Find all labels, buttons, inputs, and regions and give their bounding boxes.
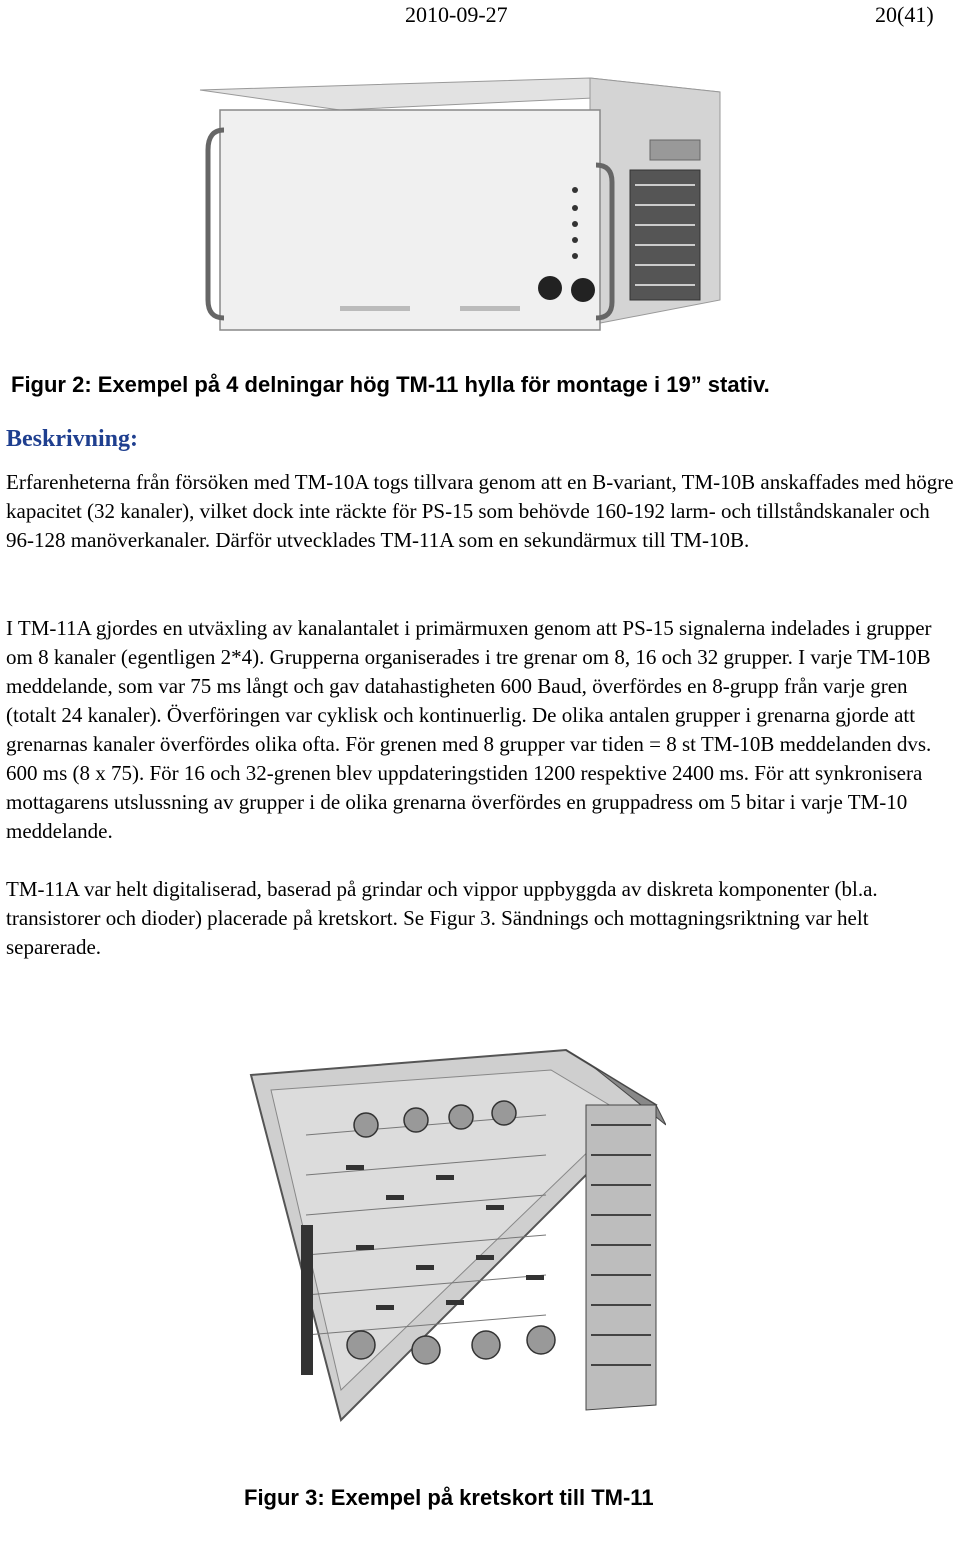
circuit-board-photo (246, 1045, 666, 1425)
paragraph: Erfarenheterna från försöken med TM-10A togs tillvara genom att en B-variant, TM-10B anskaffades med högre kapacitet (32 kanaler), vilket dock inte räckte för PS-15 som behövde 160-192 larm- och tillståndskanaler och 96-128 manöverkanaler. Därför utvecklades TM-11A som en sekundärmux till TM-10B. (6, 470, 954, 552)
rack-shelf-photo (190, 70, 735, 340)
figure-caption: Figur 2: Exempel på 4 delningar hög TM-11 hylla för montage i 19” stativ. (11, 372, 770, 397)
section-heading: Beskrivning: (6, 426, 139, 452)
header-page-number: 20(41) (875, 2, 934, 27)
figure-caption: Figur 3: Exempel på kretskort till TM-11 (244, 1485, 654, 1510)
header-date: 2010-09-27 (405, 2, 508, 27)
paragraph: I TM-11A gjordes en utväxling av kanalantalet i primärmuxen genom att PS-15 signalerna indelades i grupper om 8 kanaler (egentligen 2*4). Grupperna organiserades i tre grenar om 8, 16 och 32 grupper. I varje TM-10B meddelande, som var 75 ms långt och gav datahastigheten 600 Baud, överfördes en 8-grupp från varje gren (totalt 24 kanaler). Överföringen var cyklisk och kontinuerlig. De olika antalen grupper i grenarna gjorde att grenarnas kanaler överfördes olika ofta. För grenen med 8 grupper var tiden = 8 st TM-10B meddelanden dvs. 600 ms (8 x 75). För 16 och 32-grenen blev uppdateringstiden 1200 respektive 2400 ms. För att synkronisera mottagarens utslussning av grupper i de olika grenarna överfördes en gruppadress om 5 bitar i varje TM-10 meddelande. (6, 616, 932, 843)
paragraph: TM-11A var helt digitaliserad, baserad på grindar och vippor uppbyggda av diskreta komponenter (bl.a. transistorer och dioder) placerade på kretskort. Se Figur 3. Sändnings och mottagningsriktning var helt separerade. (6, 877, 878, 959)
